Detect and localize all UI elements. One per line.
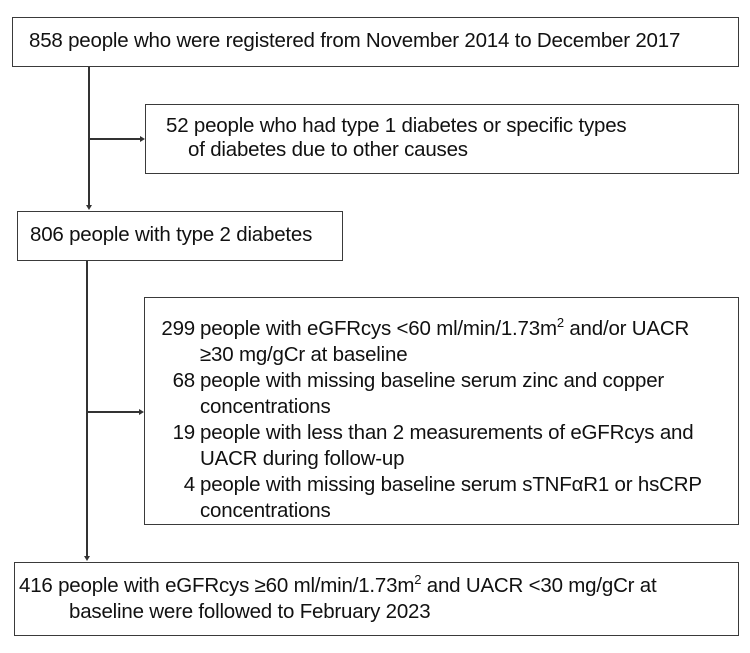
excluded-1-line2: of diabetes due to other causes (188, 138, 468, 161)
exclusion-text (200, 316, 689, 342)
type2-box (17, 211, 343, 261)
branch-to-excluded-2 (86, 411, 139, 413)
registered-text: 858 people who were registered from November 2014 to December 2017 (29, 29, 681, 52)
exclusion-text-b: and/or UACR (563, 317, 690, 340)
superscript: 2 (414, 572, 422, 588)
type2-text: 806 people with type 2 diabetes (30, 223, 313, 246)
arrow-to-final (84, 556, 90, 561)
arrow-to-type2 (86, 205, 92, 210)
exclusion-text-line2: UACR during follow-up (200, 447, 405, 470)
exclusion-text: people with missing baseline serum zinc and copper (200, 369, 665, 392)
exclusion-count: 19 (172, 421, 195, 444)
registered-box (12, 17, 739, 67)
exclusion-count: 299 (161, 317, 195, 340)
final-text-a: 416 people with eGFRcys ≥60 ml/min/1.73m (19, 574, 415, 597)
exclusion-text: people with missing baseline serum sTNFαR1 or hsCRP (200, 473, 702, 496)
final-line2: baseline were followed to February 2023 (69, 600, 431, 623)
superscript: 2 (556, 315, 564, 331)
final-line1 (19, 573, 657, 599)
excluded-1-line1: 52 people who had type 1 diabetes or specific types (166, 114, 627, 137)
exclusion-text-line2: concentrations (200, 499, 331, 522)
exclusion-text-a: people with eGFRcys <60 ml/min/1.73m (200, 317, 557, 340)
exclusion-count: 68 (172, 369, 195, 392)
final-cohort-box (14, 562, 739, 636)
connector-type2-to-final (86, 260, 88, 557)
exclusion-text-line2: ≥30 mg/gCr at baseline (200, 343, 408, 366)
exclusion-text: people with less than 2 measurements of eGFRcys and (200, 421, 694, 444)
exclusion-count: 4 (183, 473, 195, 496)
excluded-box-2 (144, 297, 739, 525)
connector-registered-to-type2 (88, 66, 90, 206)
branch-to-excluded-1 (88, 138, 141, 140)
final-text-b: and UACR <30 mg/gCr at (421, 574, 657, 597)
excluded-box-1 (145, 104, 739, 174)
exclusion-text-line2: concentrations (200, 395, 331, 418)
